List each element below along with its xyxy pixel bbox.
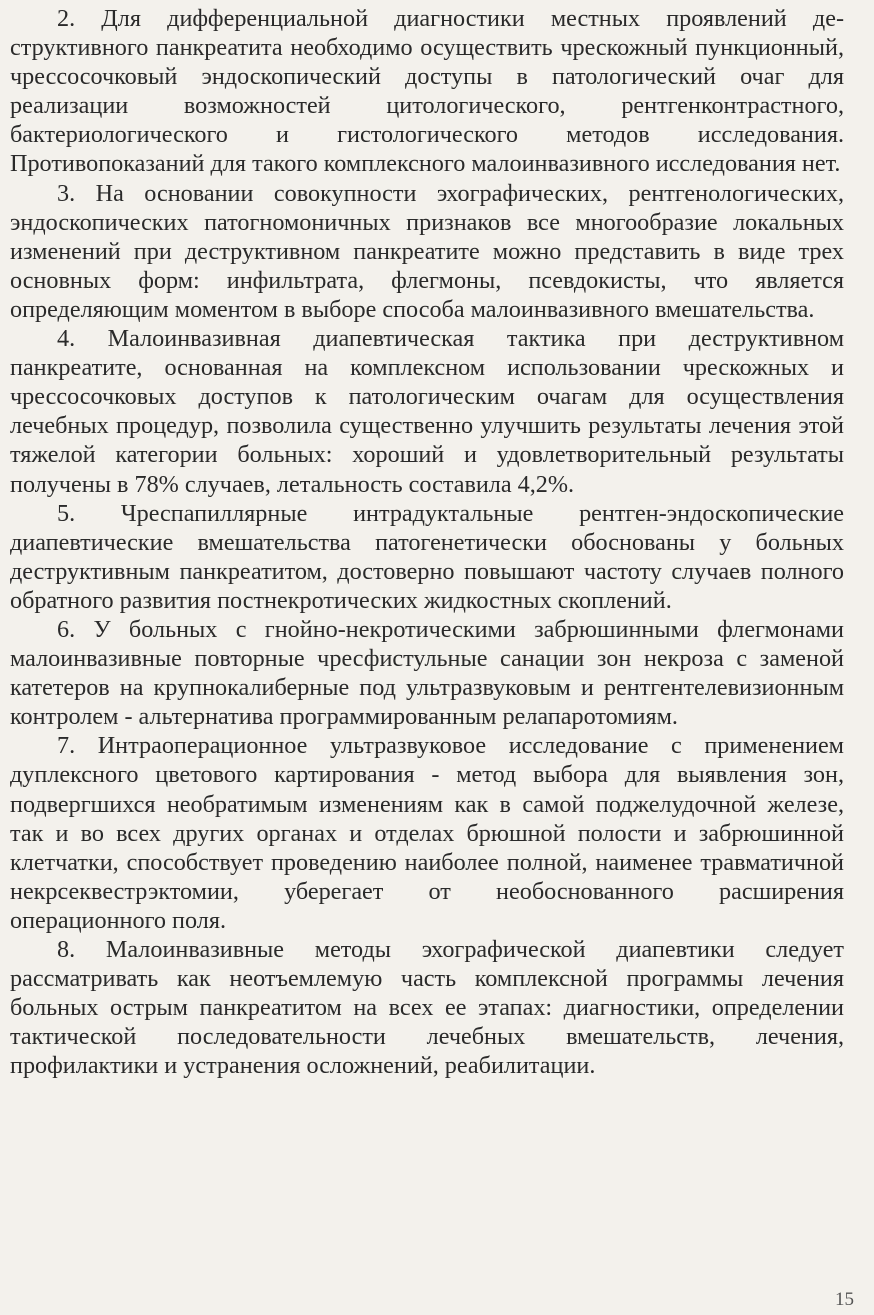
page-number: 15 xyxy=(835,1289,854,1310)
paragraph-6: 6. У больных с гнойно-некротическими забрюшинными флегмонами малоинвазивные повторные чресфистульные санации зон некроза с заменой катетеров на крупнокалиберные под ультразвуковым и рентгентелевизионным контролем - альтернатива программированным релапаротомиям. xyxy=(10,615,844,731)
paragraph-8: 8. Малоинвазивные методы эхографической диапевтики следует рассматривать как неотъемлемую часть комплексной программы лечения больных острым панкреатитом на всех ее этапах: диагностики, определении тактической последовательности лечебных вмешательств, лечения, профилактики и устранения осложнений, реабилитации. xyxy=(10,936,844,1080)
paragraph-3: 3. На основании совокупности эхографических, рентгенологических, эндоскопических патогномоничных признаков все многообразие локальных изменений при деструктивном панкреатите можно представить в виде трех основных форм: инфильтрата, флегмоны, псевдокисты, что является определяющим моментом в выборе способа малоинвазивного вмешательства. xyxy=(10,179,844,323)
paragraph-5: 5. Чреспапиллярные интрадуктальные рентген-эндоскопические диапевтические вмешательства патогенетически обоснованы у больных деструктивным панкреатитом, достоверно повышают частоту случаев полного обратного развития постнекротических жидкостных скоплений. xyxy=(10,499,844,614)
paragraph-7: 7. Интраоперационное ультразвуковое исследование с применением дуплексного цветового картирования - метод выбора для выявления зон, подвергшихся необратимым изменениям как в самой поджелудочной железе, так и во всех других органах и отделах брюшной полости и забрюшинной клетчатки, способствует проведению наиболее полной, наименее травматичной некрсеквестрэктомии, уберегает от необоснованного расширения операционного поля. xyxy=(10,732,844,934)
paragraph-4: 4. Малоинвазивная диапевтическая тактика при деструктивном панкреатите, основанная на комплексном использовании чрескожных и чрессосочковых доступов к патологическим очагам для осуществления лечебных процедур, позволила существенно улучшить результаты лечения этой тяжелой категории больных: хороший и удовлетворительный результаты получены в 78% случаев, летальность составила 4,2%. xyxy=(10,325,844,498)
paragraph-2: 2. Для дифференциальной диагностики местных проявлений деструктивного панкреатита необходимо осуществить чрескожный пункционный, чрессосочковый эндоскопический доступы в патологический очаг для реализации возможностей цитологического, рентгенконтрастного, бактериологического и гистологического методов исследования. Противопоказаний для такого комплексного малоинвазивного исследования нет. xyxy=(10,5,844,178)
